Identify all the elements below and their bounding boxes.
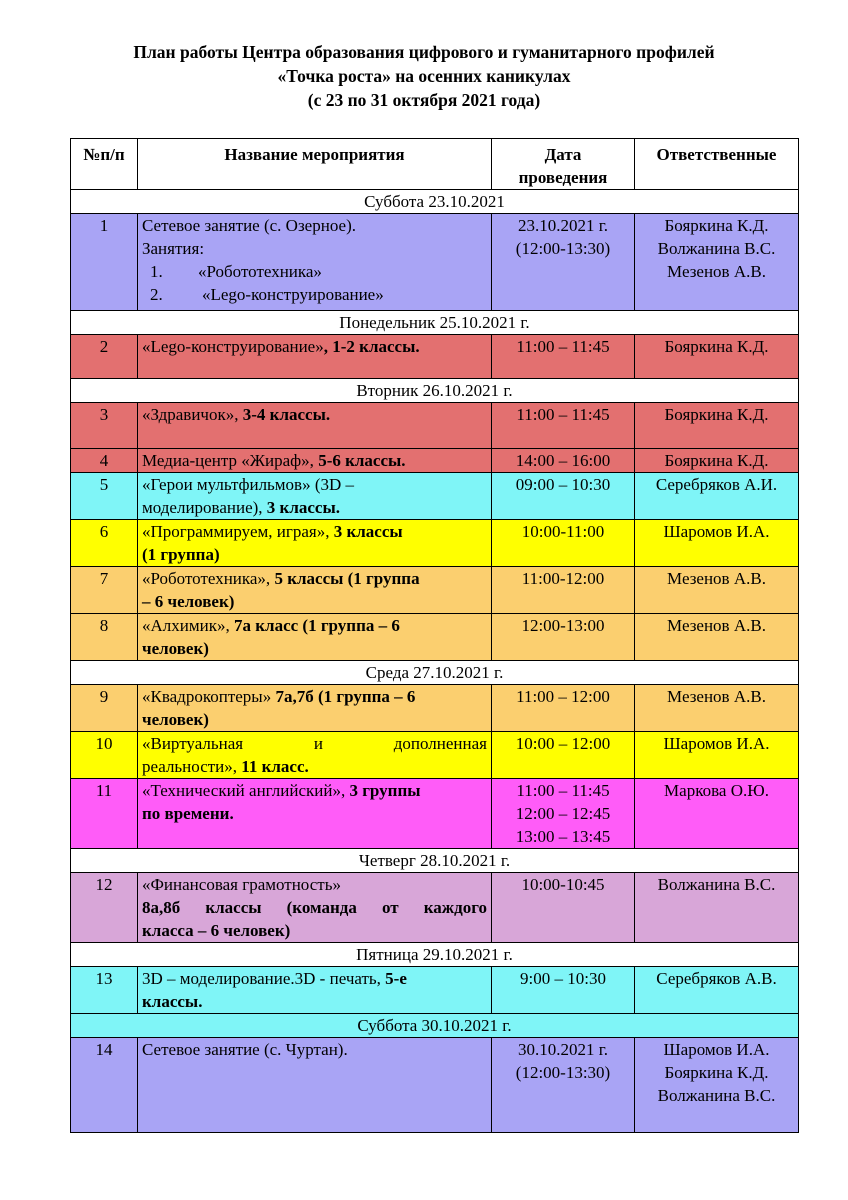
document-title <box>0 40 848 112</box>
table-row: 13 3D – моделирование.3D - печать, 5-е классы. 9:00 – 10:30 Серебряков А.В. <box>71 967 799 1014</box>
header-responsible: Ответственные <box>635 139 799 190</box>
table-header-row <box>71 139 799 190</box>
header-num: №п/п <box>71 139 138 190</box>
table-row: 4 Медиа-центр «Жираф», 5-6 классы. 14:00 – 16:00 Бояркина К.Д. <box>71 449 799 473</box>
day-row: Суббота 30.10.2021 г. <box>71 1014 799 1038</box>
day-row: Пятница 29.10.2021 г. <box>71 943 799 967</box>
title-line-1: План работы Центра образования цифрового и гуманитарного профилей <box>133 42 715 62</box>
header-name: Название мероприятия <box>138 139 492 190</box>
day-row: Вторник 26.10.2021 г. <box>71 379 799 403</box>
table-row: 9 «Квадрокоптеры» 7а,7б (1 группа – 6 человек) 11:00 – 12:00 Мезенов А.В. <box>71 685 799 732</box>
table-row: 12 «Финансовая грамотность» 8а,8б классы (команда от каждого класса – 6 человек) 10:00-10:45 Волжанина В.С. <box>71 873 799 943</box>
title-line-3: (с 23 по 31 октября 2021 года) <box>307 90 541 110</box>
day-row: Среда 27.10.2021 г. <box>71 661 799 685</box>
table-row: 1 Сетевое занятие (с. Озерное). Занятия: 1. «Робототехника» 2. «Lego-конструирование» 23.10.2021 г. (12:00-13:30) Бояркина К.Д. Волжанина В.С. Мезенов А.В. <box>71 214 799 311</box>
table-row: 2 «Lego-конструирование», 1-2 классы. 11:00 – 11:45 Бояркина К.Д. <box>71 335 799 379</box>
table-row: 7 «Робототехника», 5 классы (1 группа – 6 человек) 11:00-12:00 Мезенов А.В. <box>71 567 799 614</box>
table-row: 11 «Технический английский», 3 группы по времени. 11:00 – 11:45 12:00 – 12:45 13:00 – 13:45 Маркова О.Ю. <box>71 779 799 849</box>
table-row: 10 «Виртуальная и дополненная реальности», 11 класс. 10:00 – 12:00 Шаромов И.А. <box>71 732 799 779</box>
title-line-2: «Точка роста» на осенних каникулах <box>277 66 571 86</box>
table-row: 5 «Герои мультфильмов» (3D – моделирование), 3 классы. 09:00 – 10:30 Серебряков А.И. <box>71 473 799 520</box>
day-row: Суббота 23.10.2021 <box>71 190 799 214</box>
day-row: Четверг 28.10.2021 г. <box>71 849 799 873</box>
day-row: Понедельник 25.10.2021 г. <box>71 311 799 335</box>
schedule-table <box>70 138 799 1133</box>
header-date: Дата проведения <box>492 139 635 190</box>
table-row: 8 «Алхимик», 7а класс (1 группа – 6 человек) 12:00-13:00 Мезенов А.В. <box>71 614 799 661</box>
table-row: 14 Сетевое занятие (с. Чуртан). 30.10.2021 г. (12:00-13:30) Шаромов И.А. Бояркина К.Д. Волжанина В.С. <box>71 1038 799 1133</box>
table-row: 6 «Программируем, играя», 3 классы (1 группа) 10:00-11:00 Шаромов И.А. <box>71 520 799 567</box>
table-row: 3 «Здравичок», 3-4 классы. 11:00 – 11:45 Бояркина К.Д. <box>71 403 799 449</box>
